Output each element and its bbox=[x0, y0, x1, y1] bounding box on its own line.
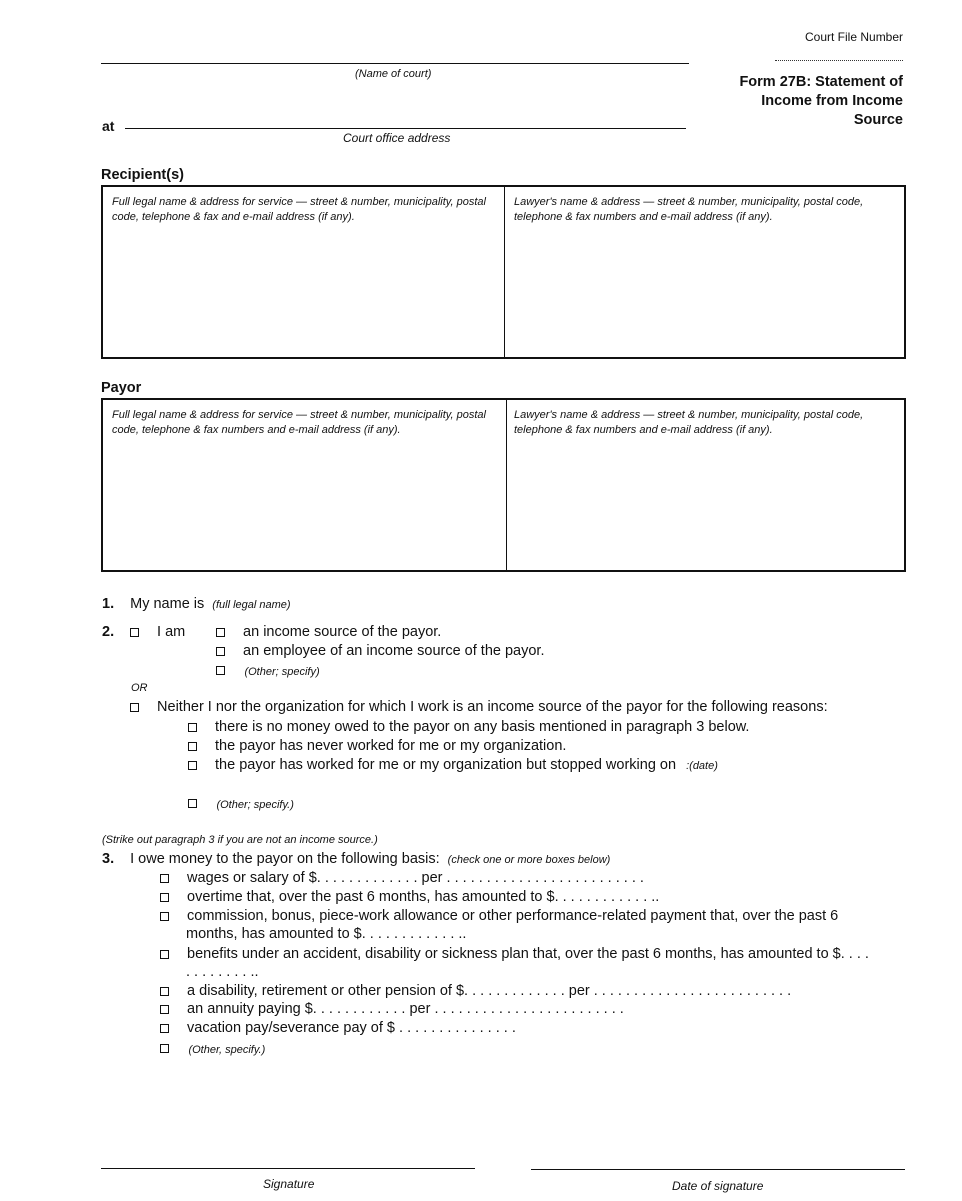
reason-stopped-option bbox=[188, 757, 718, 773]
neither-checkbox[interactable] bbox=[130, 703, 139, 712]
form-title-line2: Income from Income bbox=[761, 93, 903, 109]
form-title-line1: Form 27B: Statement of bbox=[739, 74, 903, 90]
reason-other-checkbox[interactable] bbox=[188, 799, 197, 808]
court-office-address-caption: Court office address bbox=[343, 131, 451, 145]
neither-label: Neither I nor the organization for which I work is an income source of the payor for the following reasons: bbox=[157, 699, 828, 715]
recipient-name-address-field[interactable] bbox=[112, 195, 502, 225]
para1-number: 1. bbox=[102, 596, 115, 612]
reason-never-worked-label: the payor has never worked for me or my organization. bbox=[215, 738, 567, 754]
para3-intro bbox=[102, 851, 610, 867]
basis-wages-label: wages or salary of $. . . . . . . . . . . . . per . . . . . . . . . . . . . . . . . . . . . . . . . bbox=[187, 870, 644, 886]
basis-pension-label: a disability, retirement or other pension of $. . . . . . . . . . . . . per . . . . . . . . . . . . . . . . . . . . . . . . . bbox=[187, 983, 792, 999]
payor-divider bbox=[506, 400, 507, 570]
payor-name-address-field[interactable] bbox=[112, 408, 502, 438]
basis-commission-option bbox=[160, 908, 838, 924]
date-of-signature-line[interactable] bbox=[531, 1169, 905, 1170]
basis-pension-checkbox[interactable] bbox=[160, 987, 169, 996]
i-am-label: I am bbox=[157, 624, 186, 640]
basis-other-label: (Other, specify.) bbox=[188, 1044, 266, 1056]
at-label: at bbox=[102, 118, 115, 134]
recipient-box bbox=[101, 185, 906, 359]
reason-other-option bbox=[188, 795, 294, 813]
reason-other-label: (Other; specify.) bbox=[216, 799, 294, 811]
recipient-name-caption: Full legal name & address for service — street & number, municipality, postal code, telephone & fax and e-mail address (if any). bbox=[112, 196, 486, 223]
para1-text: My name is bbox=[130, 596, 205, 612]
basis-wages-checkbox[interactable] bbox=[160, 874, 169, 883]
payor-box bbox=[101, 398, 906, 572]
basis-annuity-checkbox[interactable] bbox=[160, 1005, 169, 1014]
payor-lawyer-field[interactable] bbox=[514, 408, 902, 438]
basis-other-checkbox[interactable] bbox=[160, 1044, 169, 1053]
para1 bbox=[102, 596, 291, 612]
date-of-signature-caption: Date of signature bbox=[672, 1179, 764, 1193]
basis-overtime-option bbox=[160, 889, 659, 905]
signature-line[interactable] bbox=[101, 1168, 475, 1169]
basis-vacation-label: vacation pay/severance pay of $ . . . . . . . . . . . . . . . bbox=[187, 1020, 516, 1036]
para3-text: I owe money to the payor on the following basis: bbox=[130, 851, 440, 867]
i-am-option bbox=[130, 624, 185, 640]
basis-benefits-checkbox[interactable] bbox=[160, 950, 169, 959]
para2-number: 2. bbox=[102, 624, 115, 640]
form-title bbox=[700, 73, 903, 130]
payor-heading: Payor bbox=[101, 380, 142, 396]
basis-commission-label: commission, bonus, piece-work allowance or other performance-related payment that, over the past 6 bbox=[187, 908, 839, 924]
basis-vacation-checkbox[interactable] bbox=[160, 1024, 169, 1033]
basis-commission-checkbox[interactable] bbox=[160, 912, 169, 921]
basis-benefits-option bbox=[160, 946, 869, 962]
recipient-lawyer-field[interactable] bbox=[514, 195, 902, 225]
reason-no-money-label: there is no money owed to the payor on any basis mentioned in paragraph 3 below. bbox=[215, 719, 750, 735]
i-am-checkbox[interactable] bbox=[130, 628, 139, 637]
basis-benefits-label: benefits under an accident, disability or sickness plan that, over the past 6 months, has amounted to $. . . . bbox=[187, 946, 869, 962]
name-of-court-line[interactable] bbox=[101, 63, 689, 64]
court-office-address-line[interactable] bbox=[125, 128, 686, 129]
neither-option bbox=[130, 699, 828, 715]
para3-strike-note: (Strike out paragraph 3 if you are not an income source.) bbox=[102, 834, 378, 846]
court-file-number-field[interactable] bbox=[775, 60, 903, 61]
basis-overtime-checkbox[interactable] bbox=[160, 893, 169, 902]
court-file-number-label: Court File Number bbox=[805, 30, 904, 44]
basis-pension-option bbox=[160, 983, 791, 999]
recipient-heading: Recipient(s) bbox=[101, 167, 184, 183]
basis-annuity-label: an annuity paying $. . . . . . . . . . . . per . . . . . . . . . . . . . . . . . . . . . . . . bbox=[187, 1001, 624, 1017]
income-source-option bbox=[216, 624, 441, 640]
reason-no-money-checkbox[interactable] bbox=[188, 723, 197, 732]
reason-stopped-date-hint[interactable]: :(date) bbox=[686, 760, 718, 772]
reason-never-worked-checkbox[interactable] bbox=[188, 742, 197, 751]
para1-hint[interactable]: (full legal name) bbox=[212, 599, 291, 611]
basis-annuity-option bbox=[160, 1001, 624, 1017]
income-source-checkbox[interactable] bbox=[216, 628, 225, 637]
other-label: (Other; specify) bbox=[244, 666, 320, 678]
reason-stopped-label: the payor has worked for me or my organization but stopped working on bbox=[215, 757, 677, 773]
payor-lawyer-caption: Lawyer's name & address — street & number, municipality, postal code, telephone & fax numbers and e-mail address (if any). bbox=[514, 409, 864, 436]
other-option bbox=[216, 662, 320, 680]
para3-number: 3. bbox=[102, 851, 115, 867]
basis-wages-option bbox=[160, 870, 644, 886]
form-title-line3: Source bbox=[853, 112, 903, 128]
employee-checkbox[interactable] bbox=[216, 647, 225, 656]
reason-stopped-checkbox[interactable] bbox=[188, 761, 197, 770]
basis-commission-label-cont: months, has amounted to $. . . . . . . . . . . . .. bbox=[186, 926, 467, 942]
employee-option bbox=[216, 643, 545, 659]
basis-other-option bbox=[160, 1040, 265, 1058]
basis-vacation-option bbox=[160, 1020, 516, 1036]
employee-label: an employee of an income source of the payor. bbox=[243, 643, 545, 659]
reason-no-money-option bbox=[188, 719, 749, 735]
recipient-divider bbox=[504, 187, 505, 357]
basis-benefits-label-cont: . . . . . . . . .. bbox=[186, 964, 259, 980]
para3-hint: (check one or more boxes below) bbox=[447, 854, 611, 866]
income-source-label: an income source of the payor. bbox=[243, 624, 442, 640]
signature-caption: Signature bbox=[263, 1177, 315, 1191]
payor-name-caption: Full legal name & address for service — street & number, municipality, postal code, telephone & fax numbers and e-mail address (if any). bbox=[112, 409, 486, 436]
other-checkbox[interactable] bbox=[216, 666, 225, 675]
name-of-court-caption: (Name of court) bbox=[355, 68, 432, 80]
basis-overtime-label: overtime that, over the past 6 months, has amounted to $. . . . . . . . . . . . .. bbox=[187, 889, 660, 905]
or-label: OR bbox=[131, 682, 148, 694]
recipient-lawyer-caption: Lawyer's name & address — street & number, municipality, postal code, telephone & fax numbers and e-mail address (if any). bbox=[514, 196, 864, 223]
reason-never-worked-option bbox=[188, 738, 566, 754]
